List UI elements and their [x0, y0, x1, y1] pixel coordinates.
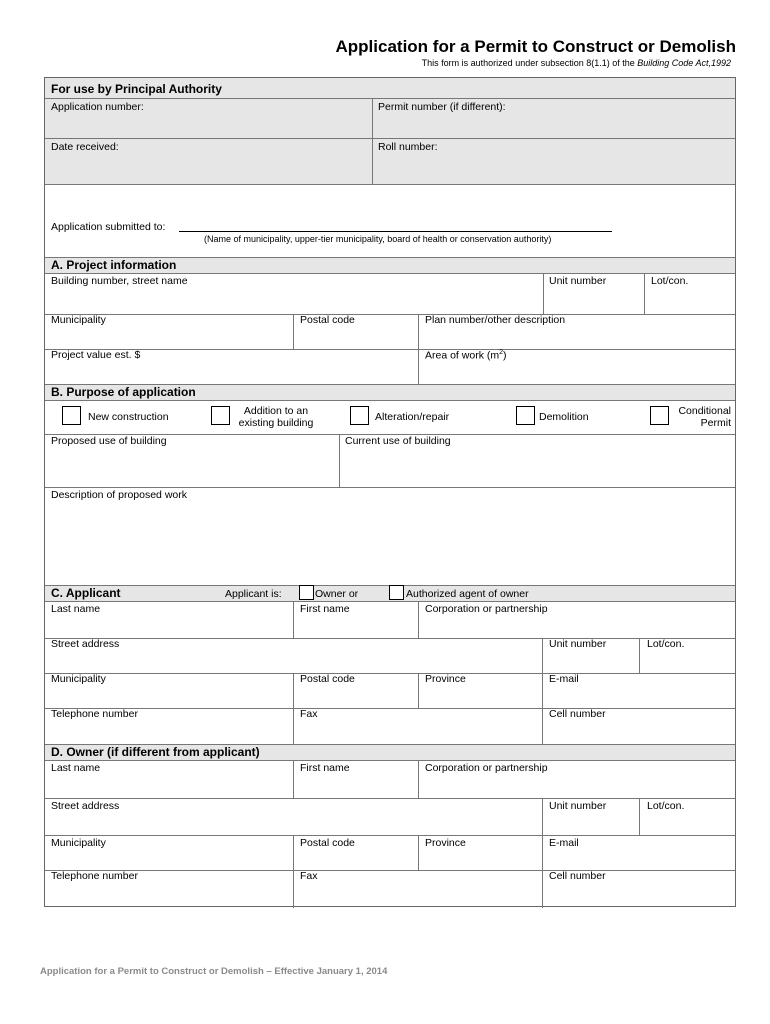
applicant-municipality-field[interactable]: Municipality — [51, 673, 106, 685]
project-value-field[interactable]: Project value est. $ — [51, 349, 141, 361]
alteration-checkbox[interactable] — [350, 406, 369, 425]
application-number-field[interactable]: Application number: — [51, 101, 144, 113]
owner-cell-field[interactable]: Cell number — [549, 870, 606, 882]
owner-fax-field[interactable]: Fax — [300, 870, 318, 882]
addition-label-line2: existing building — [238, 417, 314, 429]
project-municipality-field[interactable]: Municipality — [51, 314, 106, 326]
alteration-label: Alteration/repair — [375, 411, 450, 423]
applicant-postal-code-field[interactable]: Postal code — [300, 673, 355, 685]
new-construction-label: New construction — [88, 411, 169, 423]
demolition-checkbox[interactable] — [516, 406, 535, 425]
submitted-to-input-line[interactable] — [179, 231, 612, 232]
subtitle-act-name: Building Code Act,1992 — [637, 58, 731, 68]
building-number-field[interactable]: Building number, street name — [51, 275, 188, 287]
proposed-use-field[interactable]: Proposed use of building — [51, 435, 167, 447]
conditional-permit-checkbox[interactable] — [650, 406, 669, 425]
page-footer: Application for a Permit to Construct or Demolish – Effective January 1, 2014 — [40, 966, 388, 977]
new-construction-checkbox[interactable] — [62, 406, 81, 425]
permit-form — [44, 77, 736, 907]
section-a-heading: A. Project information — [51, 258, 177, 272]
owner-province-field[interactable]: Province — [425, 837, 466, 849]
area-of-work-field[interactable] — [425, 349, 507, 362]
applicant-unit-number-field[interactable]: Unit number — [549, 638, 607, 650]
applicant-cell-field[interactable]: Cell number — [549, 708, 606, 720]
permit-number-field[interactable]: Permit number (if different): — [378, 101, 506, 113]
owner-postal-code-field[interactable]: Postal code — [300, 837, 355, 849]
owner-label: Owner or — [315, 588, 359, 600]
demolition-label: Demolition — [539, 411, 589, 423]
agent-checkbox[interactable] — [389, 585, 404, 600]
submitted-to-label: Application submitted to: — [51, 221, 166, 233]
applicant-email-field[interactable]: E-mail — [549, 673, 579, 685]
roll-number-field[interactable]: Roll number: — [378, 141, 438, 153]
project-unit-number-field[interactable]: Unit number — [549, 275, 607, 287]
owner-municipality-field[interactable]: Municipality — [51, 837, 106, 849]
conditional-permit-label — [671, 405, 731, 429]
form-title: Application for a Permit to Construct or Demolish — [335, 37, 736, 56]
applicant-corporation-field[interactable]: Corporation or partnership — [425, 603, 548, 615]
applicant-fax-field[interactable]: Fax — [300, 708, 318, 720]
owner-checkbox[interactable] — [299, 585, 314, 600]
area-unit-superscript: 2 — [499, 349, 504, 356]
section-c-heading: C. Applicant — [51, 586, 121, 600]
owner-street-address-field[interactable]: Street address — [51, 800, 120, 812]
agent-label: Authorized agent of owner — [406, 588, 529, 600]
plan-number-field[interactable]: Plan number/other description — [425, 314, 566, 326]
project-postal-code-field[interactable]: Postal code — [300, 314, 355, 326]
conditional-label-line2: Permit — [700, 417, 731, 429]
owner-email-field[interactable]: E-mail — [549, 837, 579, 849]
project-lot-con-field[interactable]: Lot/con. — [651, 275, 689, 287]
authority-heading: For use by Principal Authority — [51, 82, 222, 96]
form-authority-note — [0, 58, 731, 68]
addition-label-line1: Addition to an — [243, 405, 309, 417]
applicant-street-address-field[interactable]: Street address — [51, 638, 120, 650]
applicant-is-label: Applicant is: — [225, 588, 282, 600]
owner-unit-number-field[interactable]: Unit number — [549, 800, 607, 812]
applicant-last-name-field[interactable]: Last name — [51, 603, 101, 615]
section-d-heading: D. Owner (if different from applicant) — [51, 745, 260, 759]
date-received-field[interactable]: Date received: — [51, 141, 119, 153]
owner-first-name-field[interactable]: First name — [300, 762, 350, 774]
description-field[interactable]: Description of proposed work — [51, 489, 187, 501]
addition-checkbox[interactable] — [211, 406, 230, 425]
applicant-telephone-field[interactable]: Telephone number — [51, 708, 138, 720]
section-b-heading: B. Purpose of application — [51, 385, 196, 399]
applicant-first-name-field[interactable]: First name — [300, 603, 350, 615]
conditional-label-line1: Conditional — [678, 405, 731, 417]
submitted-to-note: (Name of municipality, upper-tier municipality, board of health or conservation authority) — [204, 234, 552, 244]
owner-corporation-field[interactable]: Corporation or partnership — [425, 762, 548, 774]
addition-label — [235, 405, 317, 429]
owner-lot-con-field[interactable]: Lot/con. — [647, 800, 685, 812]
area-of-work-close: ) — [503, 349, 507, 362]
subtitle-text: This form is authorized under subsection 8(1.1) of the — [421, 58, 638, 68]
owner-last-name-field[interactable]: Last name — [51, 762, 101, 774]
applicant-lot-con-field[interactable]: Lot/con. — [647, 638, 685, 650]
current-use-field[interactable]: Current use of building — [345, 435, 451, 447]
area-of-work-label: Area of work (m — [425, 349, 500, 362]
applicant-province-field[interactable]: Province — [425, 673, 466, 685]
owner-telephone-field[interactable]: Telephone number — [51, 870, 138, 882]
